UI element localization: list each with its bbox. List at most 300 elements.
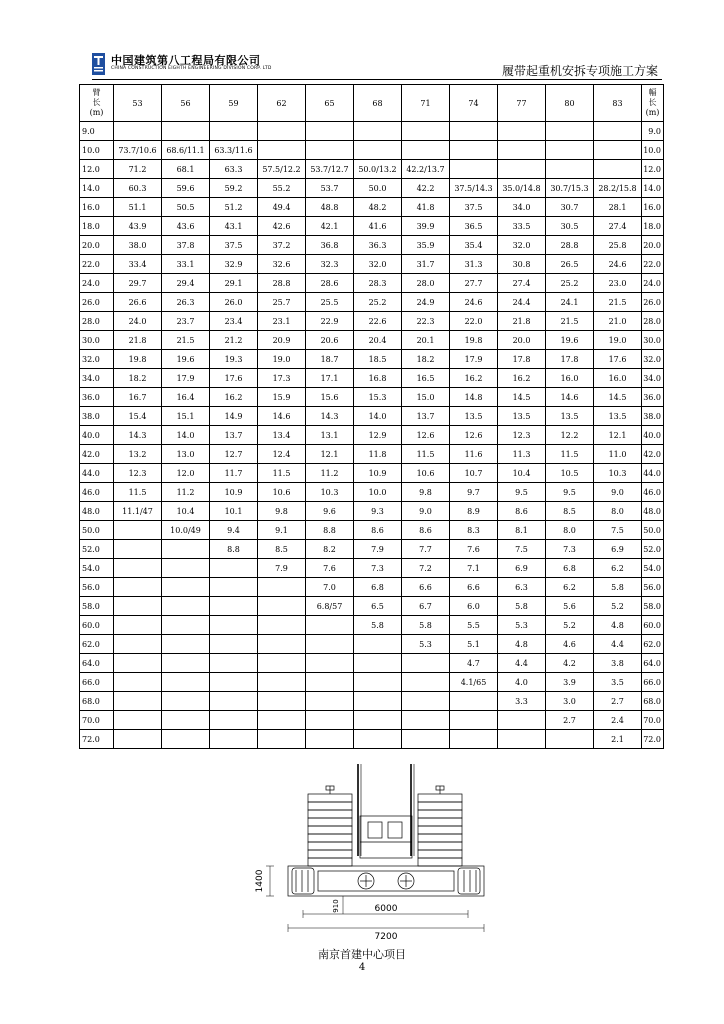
table-cell: 35.9 xyxy=(402,236,450,255)
dim-inner-label: 6000 xyxy=(374,904,398,914)
table-row xyxy=(80,122,664,141)
company-name-en: CHINA CONSTRUCTION EIGHTH ENGINEERING DIVISION CORP. LTD xyxy=(111,66,272,71)
row-radius-left: 56.0 xyxy=(80,578,114,597)
company-name-cn: 中国建筑第八工程局有限公司 xyxy=(111,54,261,67)
table-cell: 4.8 xyxy=(594,616,642,635)
table-cell: 30.5 xyxy=(546,217,594,236)
table-cell: 20.9 xyxy=(258,331,306,350)
table-cell: 24.1 xyxy=(546,293,594,312)
table-cell: 21.8 xyxy=(114,331,162,350)
table-cell: 50.5 xyxy=(162,198,210,217)
row-radius-left: 26.0 xyxy=(80,293,114,312)
table-cell xyxy=(114,654,162,673)
table-cell xyxy=(450,711,498,730)
table-cell: 32.3 xyxy=(306,255,354,274)
table-cell: 17.8 xyxy=(498,350,546,369)
table-cell: 26.6 xyxy=(114,293,162,312)
row-radius-left: 36.0 xyxy=(80,388,114,407)
table-cell: 5.1 xyxy=(450,635,498,654)
table-row xyxy=(80,483,664,502)
table-cell: 2.4 xyxy=(594,711,642,730)
table-cell: 5.2 xyxy=(594,597,642,616)
table-cell: 17.3 xyxy=(258,369,306,388)
table-cell: 13.2 xyxy=(114,445,162,464)
table-cell: 13.5 xyxy=(546,407,594,426)
table-row xyxy=(80,521,664,540)
table-cell: 6.7 xyxy=(402,597,450,616)
table-cell: 11.2 xyxy=(306,464,354,483)
table-cell xyxy=(210,692,258,711)
table-row xyxy=(80,730,664,749)
table-cell: 12.6 xyxy=(450,426,498,445)
table-cell: 30.8 xyxy=(498,255,546,274)
row-radius-left: 22.0 xyxy=(80,255,114,274)
table-row xyxy=(80,692,664,711)
table-cell: 60.3 xyxy=(114,179,162,198)
table-cell xyxy=(450,730,498,749)
table-row xyxy=(80,350,664,369)
row-radius-left: 14.0 xyxy=(80,179,114,198)
row-radius-right: 18.0 xyxy=(642,217,664,236)
table-cell xyxy=(498,122,546,141)
table-cell xyxy=(162,730,210,749)
table-cell: 32.6 xyxy=(258,255,306,274)
table-cell xyxy=(258,711,306,730)
row-radius-right: 62.0 xyxy=(642,635,664,654)
table-cell xyxy=(402,711,450,730)
table-row xyxy=(80,407,664,426)
table-cell: 2.7 xyxy=(546,711,594,730)
table-cell xyxy=(210,122,258,141)
table-cell: 48.2 xyxy=(354,198,402,217)
table-cell: 7.2 xyxy=(402,559,450,578)
table-cell xyxy=(306,122,354,141)
row-radius-right: 30.0 xyxy=(642,331,664,350)
table-cell: 24.6 xyxy=(450,293,498,312)
table-cell: 6.2 xyxy=(546,578,594,597)
table-cell: 9.4 xyxy=(210,521,258,540)
table-cell xyxy=(258,597,306,616)
header-boom-length-left xyxy=(80,85,114,122)
table-cell: 15.6 xyxy=(306,388,354,407)
document-title: 履带起重机安拆专项施工方案 xyxy=(501,64,658,78)
table-cell xyxy=(114,692,162,711)
table-cell: 28.3 xyxy=(354,274,402,293)
table-cell: 21.5 xyxy=(594,293,642,312)
table-cell xyxy=(162,122,210,141)
table-cell: 6.2 xyxy=(594,559,642,578)
table-cell xyxy=(402,692,450,711)
table-cell: 7.9 xyxy=(354,540,402,559)
row-radius-right: 52.0 xyxy=(642,540,664,559)
table-cell xyxy=(402,122,450,141)
crane-mast xyxy=(358,764,414,858)
table-cell: 41.8 xyxy=(402,198,450,217)
table-row xyxy=(80,578,664,597)
row-radius-right: 64.0 xyxy=(642,654,664,673)
table-cell: 7.1 xyxy=(450,559,498,578)
table-cell: 7.7 xyxy=(402,540,450,559)
table-cell: 29.7 xyxy=(114,274,162,293)
table-cell: 10.6 xyxy=(258,483,306,502)
table-cell: 5.8 xyxy=(354,616,402,635)
row-radius-right: 10.0 xyxy=(642,141,664,160)
table-cell: 4.2 xyxy=(546,654,594,673)
table-cell xyxy=(258,673,306,692)
table-cell: 9.0 xyxy=(594,483,642,502)
table-cell: 15.4 xyxy=(114,407,162,426)
row-radius-right: 70.0 xyxy=(642,711,664,730)
table-cell: 37.8 xyxy=(162,236,210,255)
row-radius-left: 60.0 xyxy=(80,616,114,635)
table-cell xyxy=(498,160,546,179)
table-cell: 11.0 xyxy=(594,445,642,464)
table-cell: 13.7 xyxy=(402,407,450,426)
table-cell: 7.6 xyxy=(450,540,498,559)
table-cell: 13.5 xyxy=(450,407,498,426)
page-number: 4 xyxy=(358,962,366,973)
table-cell xyxy=(594,160,642,179)
table-cell: 3.3 xyxy=(498,692,546,711)
table-cell xyxy=(162,559,210,578)
table-cell: 49.4 xyxy=(258,198,306,217)
table-cell: 19.8 xyxy=(114,350,162,369)
column-header: 53 xyxy=(114,85,162,122)
column-header: 59 xyxy=(210,85,258,122)
table-cell: 6.6 xyxy=(450,578,498,597)
table-cell: 55.2 xyxy=(258,179,306,198)
crawler-tracks xyxy=(292,868,480,894)
table-cell: 27.4 xyxy=(594,217,642,236)
table-cell xyxy=(546,730,594,749)
table-cell: 14.3 xyxy=(114,426,162,445)
table-cell: 12.3 xyxy=(498,426,546,445)
table-cell: 18.2 xyxy=(402,350,450,369)
table-cell: 18.5 xyxy=(354,350,402,369)
table-cell: 10.6 xyxy=(402,464,450,483)
row-radius-right: 14.0 xyxy=(642,179,664,198)
table-cell: 36.3 xyxy=(354,236,402,255)
table-cell xyxy=(354,635,402,654)
row-radius-left: 42.0 xyxy=(80,445,114,464)
row-radius-right: 28.0 xyxy=(642,312,664,331)
row-radius-left: 44.0 xyxy=(80,464,114,483)
page-header xyxy=(92,50,662,78)
table-cell: 8.9 xyxy=(450,502,498,521)
header-left-line-2: 长 xyxy=(92,98,101,107)
table-cell: 5.3 xyxy=(498,616,546,635)
table-cell: 5.6 xyxy=(546,597,594,616)
table-cell: 22.9 xyxy=(306,312,354,331)
table-cell: 42.6 xyxy=(258,217,306,236)
table-cell: 29.1 xyxy=(210,274,258,293)
table-cell: 10.9 xyxy=(354,464,402,483)
column-header: 71 xyxy=(402,85,450,122)
table-cell: 23.1 xyxy=(258,312,306,331)
table-cell xyxy=(306,654,354,673)
table-cell: 4.6 xyxy=(546,635,594,654)
table-cell xyxy=(114,597,162,616)
row-radius-left: 46.0 xyxy=(80,483,114,502)
table-cell: 6.6 xyxy=(402,578,450,597)
table-cell: 21.2 xyxy=(210,331,258,350)
table-cell: 12.9 xyxy=(354,426,402,445)
table-cell: 63.3/11.6 xyxy=(210,141,258,160)
table-cell: 11.2 xyxy=(162,483,210,502)
table-cell: 10.0 xyxy=(354,483,402,502)
row-radius-right: 48.0 xyxy=(642,502,664,521)
column-header: 80 xyxy=(546,85,594,122)
table-cell: 22.3 xyxy=(402,312,450,331)
table-cell xyxy=(114,521,162,540)
row-radius-left: 32.0 xyxy=(80,350,114,369)
table-cell xyxy=(162,673,210,692)
row-radius-left: 24.0 xyxy=(80,274,114,293)
table-cell: 23.4 xyxy=(210,312,258,331)
table-cell: 15.1 xyxy=(162,407,210,426)
table-cell: 26.3 xyxy=(162,293,210,312)
table-cell: 28.8 xyxy=(258,274,306,293)
row-radius-right: 56.0 xyxy=(642,578,664,597)
table-cell: 10.3 xyxy=(594,464,642,483)
table-cell: 3.0 xyxy=(546,692,594,711)
table-cell: 21.5 xyxy=(546,312,594,331)
table-row xyxy=(80,616,664,635)
table-cell: 5.5 xyxy=(450,616,498,635)
table-cell: 8.0 xyxy=(546,521,594,540)
table-cell: 11.8 xyxy=(354,445,402,464)
table-cell xyxy=(594,141,642,160)
table-cell: 14.0 xyxy=(354,407,402,426)
table-cell: 11.5 xyxy=(402,445,450,464)
table-cell: 5.2 xyxy=(546,616,594,635)
table-cell: 8.8 xyxy=(306,521,354,540)
table-row xyxy=(80,198,664,217)
table-row xyxy=(80,540,664,559)
crane-base-drawing xyxy=(248,756,498,946)
header-right-line-2: 长 xyxy=(648,98,657,107)
table-cell: 68.6/11.1 xyxy=(162,141,210,160)
table-cell: 26.0 xyxy=(210,293,258,312)
row-radius-right: 58.0 xyxy=(642,597,664,616)
table-cell: 24.9 xyxy=(402,293,450,312)
table-cell xyxy=(162,711,210,730)
table-cell: 21.0 xyxy=(594,312,642,331)
table-row xyxy=(80,673,664,692)
table-cell xyxy=(546,122,594,141)
table-cell: 17.9 xyxy=(162,369,210,388)
table-cell: 42.2 xyxy=(402,179,450,198)
row-radius-left: 30.0 xyxy=(80,331,114,350)
table-cell: 48.8 xyxy=(306,198,354,217)
dim-outer-label: 7200 xyxy=(374,932,398,942)
table-row xyxy=(80,217,664,236)
row-radius-left: 34.0 xyxy=(80,369,114,388)
table-cell: 22.6 xyxy=(354,312,402,331)
table-cell: 8.8 xyxy=(210,540,258,559)
row-radius-left: 20.0 xyxy=(80,236,114,255)
table-cell: 12.7 xyxy=(210,445,258,464)
table-row xyxy=(80,179,664,198)
table-cell: 13.4 xyxy=(258,426,306,445)
table-cell: 8.6 xyxy=(498,502,546,521)
table-cell: 16.2 xyxy=(498,369,546,388)
table-cell xyxy=(258,654,306,673)
table-cell: 43.1 xyxy=(210,217,258,236)
table-cell: 24.0 xyxy=(114,312,162,331)
table-cell: 38.0 xyxy=(114,236,162,255)
table-cell xyxy=(210,711,258,730)
table-header-row xyxy=(80,85,664,122)
table-cell: 31.3 xyxy=(450,255,498,274)
table-cell: 7.5 xyxy=(498,540,546,559)
table-body xyxy=(80,122,664,749)
row-radius-right: 24.0 xyxy=(642,274,664,293)
table-cell: 11.7 xyxy=(210,464,258,483)
header-right-line-1: 幅 xyxy=(648,88,657,97)
table-cell: 2.7 xyxy=(594,692,642,711)
table-cell: 39.9 xyxy=(402,217,450,236)
table-cell: 8.6 xyxy=(354,521,402,540)
table-cell xyxy=(210,730,258,749)
dim-small-label: 910 xyxy=(332,899,340,913)
table-cell: 17.6 xyxy=(594,350,642,369)
table-cell xyxy=(450,141,498,160)
table-cell: 4.8 xyxy=(498,635,546,654)
table-cell: 25.2 xyxy=(354,293,402,312)
table-cell: 10.5 xyxy=(546,464,594,483)
table-cell: 20.1 xyxy=(402,331,450,350)
table-cell: 19.3 xyxy=(210,350,258,369)
table-cell: 25.7 xyxy=(258,293,306,312)
table-cell xyxy=(594,122,642,141)
header-right-stub xyxy=(642,85,664,122)
table-cell xyxy=(210,578,258,597)
table-cell xyxy=(402,141,450,160)
table-cell: 4.7 xyxy=(450,654,498,673)
table-cell: 19.6 xyxy=(546,331,594,350)
table-cell: 35.4 xyxy=(450,236,498,255)
table-cell: 10.3 xyxy=(306,483,354,502)
table-cell: 11.5 xyxy=(258,464,306,483)
table-row xyxy=(80,559,664,578)
column-header: 68 xyxy=(354,85,402,122)
load-chart-table xyxy=(79,84,664,749)
row-radius-right: 46.0 xyxy=(642,483,664,502)
table-cell: 12.4 xyxy=(258,445,306,464)
table-cell: 33.1 xyxy=(162,255,210,274)
table-cell: 8.1 xyxy=(498,521,546,540)
table-row xyxy=(80,274,664,293)
header-right-line-3: (m) xyxy=(645,108,660,117)
table-cell: 68.1 xyxy=(162,160,210,179)
table-cell: 15.0 xyxy=(402,388,450,407)
table-cell: 9.6 xyxy=(306,502,354,521)
table-cell: 63.3 xyxy=(210,160,258,179)
table-row xyxy=(80,597,664,616)
table-cell: 9.7 xyxy=(450,483,498,502)
header-divider xyxy=(92,79,662,80)
table-row xyxy=(80,502,664,521)
table-cell: 12.0 xyxy=(162,464,210,483)
table-cell xyxy=(402,673,450,692)
table-cell xyxy=(306,673,354,692)
row-radius-right: 12.0 xyxy=(642,160,664,179)
table-cell: 17.1 xyxy=(306,369,354,388)
row-radius-right: 42.0 xyxy=(642,445,664,464)
table-cell: 5.8 xyxy=(498,597,546,616)
table-cell: 5.3 xyxy=(402,635,450,654)
table-cell xyxy=(306,616,354,635)
table-cell xyxy=(258,616,306,635)
table-cell xyxy=(114,540,162,559)
table-cell xyxy=(498,141,546,160)
column-header: 77 xyxy=(498,85,546,122)
table-cell: 6.8 xyxy=(546,559,594,578)
table-cell xyxy=(306,711,354,730)
table-row xyxy=(80,635,664,654)
table-cell: 21.5 xyxy=(162,331,210,350)
table-cell xyxy=(354,654,402,673)
counterweight-right xyxy=(418,786,462,866)
table-cell xyxy=(354,673,402,692)
table-cell: 8.6 xyxy=(402,521,450,540)
table-row xyxy=(80,236,664,255)
table-cell xyxy=(306,730,354,749)
row-radius-right: 32.0 xyxy=(642,350,664,369)
table-cell: 20.0 xyxy=(498,331,546,350)
row-radius-right: 16.0 xyxy=(642,198,664,217)
table-cell xyxy=(114,559,162,578)
row-radius-right: 60.0 xyxy=(642,616,664,635)
table-cell: 30.7/15.3 xyxy=(546,179,594,198)
table-cell: 14.5 xyxy=(498,388,546,407)
row-radius-left: 10.0 xyxy=(80,141,114,160)
table-cell: 3.9 xyxy=(546,673,594,692)
table-cell: 10.4 xyxy=(162,502,210,521)
table-cell: 51.1 xyxy=(114,198,162,217)
table-cell: 16.0 xyxy=(546,369,594,388)
table-cell: 16.4 xyxy=(162,388,210,407)
table-cell: 6.9 xyxy=(594,540,642,559)
table-cell: 59.6 xyxy=(162,179,210,198)
table-cell: 16.7 xyxy=(114,388,162,407)
table-row xyxy=(80,293,664,312)
row-radius-left: 50.0 xyxy=(80,521,114,540)
table-cell: 9.0 xyxy=(402,502,450,521)
table-cell: 34.0 xyxy=(498,198,546,217)
row-radius-left: 28.0 xyxy=(80,312,114,331)
table-cell: 27.4 xyxy=(498,274,546,293)
table-cell: 6.8/57 xyxy=(306,597,354,616)
column-header: 83 xyxy=(594,85,642,122)
table-cell: 10.9 xyxy=(210,483,258,502)
table-row xyxy=(80,445,664,464)
table-cell: 36.5 xyxy=(450,217,498,236)
row-radius-left: 64.0 xyxy=(80,654,114,673)
table-cell: 12.1 xyxy=(306,445,354,464)
table-cell: 13.0 xyxy=(162,445,210,464)
row-radius-left: 66.0 xyxy=(80,673,114,692)
table-cell xyxy=(306,635,354,654)
table-cell: 14.3 xyxy=(306,407,354,426)
table-cell: 8.3 xyxy=(450,521,498,540)
row-radius-right: 38.0 xyxy=(642,407,664,426)
table-cell xyxy=(162,692,210,711)
table-cell xyxy=(210,616,258,635)
row-radius-right: 50.0 xyxy=(642,521,664,540)
row-radius-right: 44.0 xyxy=(642,464,664,483)
